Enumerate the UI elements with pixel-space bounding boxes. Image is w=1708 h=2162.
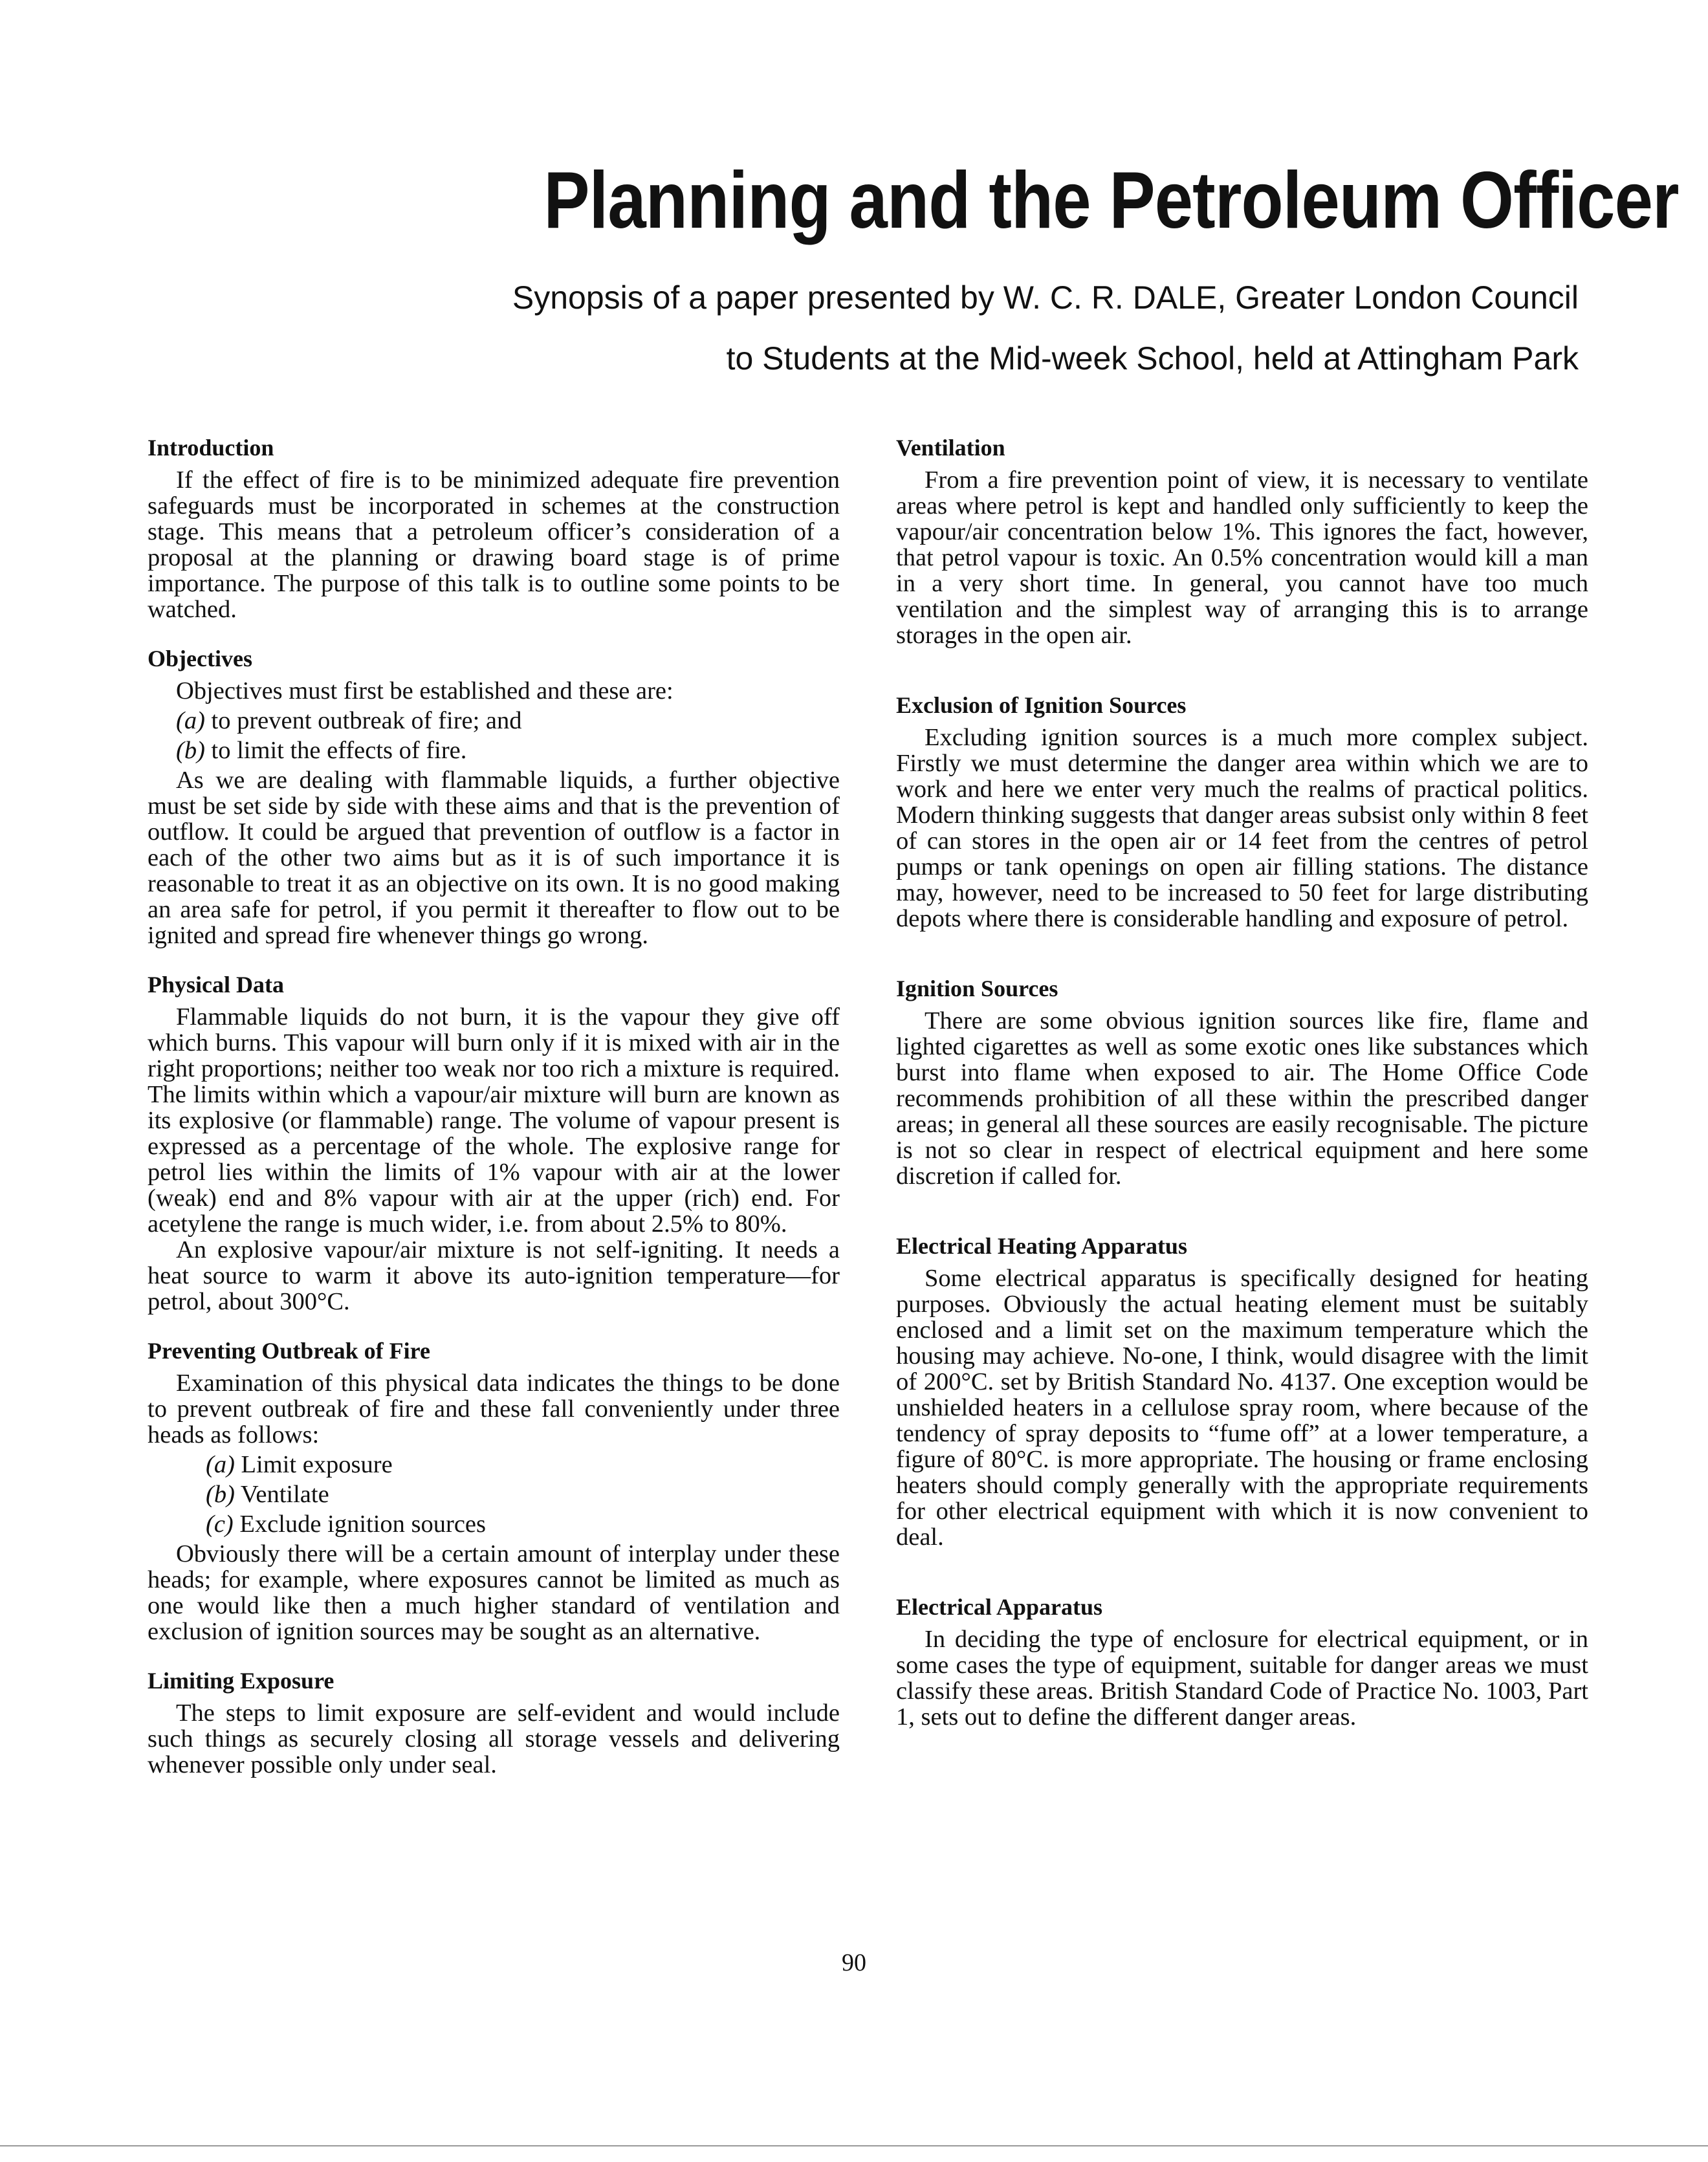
paragraph: Obviously there will be a certain amount of interplay under these heads; for example, where exposures cannot be limited as much as one would like then a much higher standard of ventilation and exclusion of ignition sources may be sought as an alternative. <box>148 1540 840 1645</box>
list-text: Limit exposure <box>234 1451 393 1478</box>
list-text: to prevent outbreak of fire; and <box>204 707 522 734</box>
page-number: 90 <box>842 1949 866 1976</box>
paragraph: The steps to limit exposure are self-evident and would include such things as securely closing all storage vessels and delivering whenever possible only under seal. <box>148 1699 840 1778</box>
list-text: Ventilate <box>234 1481 329 1508</box>
section-electrical-apparatus <box>896 1593 1588 1730</box>
list-marker: (b) <box>206 1481 235 1508</box>
paragraph: Flammable liquids do not burn, it is the vapour they give off which burns. This vapour will burn only if it is mixed with air in the right proportions; neither too weak nor too rich a mixture is required. The limits within which a vapour/air mixture will burn are known as its explosive (or flammable) range. The volume of vapour present is expressed as a percentage of the whole. The explosive range for petrol lies within the limits of 1% vapour with air at the lower (weak) end and 8% vapour with air at the upper (rich) end. For acetylene the range is much wider, i.e. from about 2.5% to 80%. <box>148 1003 840 1238</box>
section-electrical-heating-apparatus <box>896 1232 1588 1550</box>
section-introduction <box>148 433 840 622</box>
list-text: to limit the effects of fire. <box>204 737 467 764</box>
list-item <box>176 737 840 763</box>
section-heading: Physical Data <box>148 972 284 998</box>
section-heading: Preventing Outbreak of Fire <box>148 1338 430 1364</box>
section-heading: Electrical Heating Apparatus <box>896 1233 1187 1259</box>
subtitle-line-1: Synopsis of a paper presented by W. C. R. DALE, Greater London Council <box>512 279 1579 316</box>
list-item <box>206 1511 840 1537</box>
paragraph: In deciding the type of enclosure for electrical equipment, or in some cases the type of equipment, suitable for danger areas we must classify these areas. British Standard Code of Practice No. 1003, Part 1, sets out to define the different danger areas. <box>896 1626 1588 1731</box>
section-exclusion-of-ignition-sources <box>896 691 1588 932</box>
list-item <box>206 1481 840 1507</box>
paragraph: Excluding ignition sources is a much more complex subject. Firstly we must determine the danger area within which we are to work and here we enter very much the realms of practical politics. Modern thinking suggests that danger areas subsist only within 8 feet of can stores in the open air or 14 feet from the centres of petrol pumps or tank openings on open air filling stations. The distance may, however, need to be increased to 50 feet for large distributing depots where there is considerable handling and exposure of petrol. <box>896 724 1588 932</box>
list-marker: (a) <box>206 1451 235 1478</box>
paragraph: Objectives must first be established and these are: <box>176 677 673 704</box>
section-physical-data <box>148 970 840 1315</box>
section-heading: Introduction <box>148 435 274 461</box>
list-item <box>176 708 840 734</box>
section-heading: Ignition Sources <box>896 976 1058 1001</box>
section-preventing-outbreak <box>148 1337 840 1644</box>
section-objectives <box>148 644 840 948</box>
paragraph: If the effect of fire is to be minimized adequate fire prevention safeguards must be incorporated in schemes at the construction stage. This means that a petroleum officer’s consideration of a proposal at the planning or drawing board stage is of prime importance. The purpose of this talk is to outline some points to be watched. <box>148 466 840 623</box>
subtitle-line-2: to Students at the Mid-week School, held at Attingham Park <box>726 340 1579 377</box>
section-heading: Limiting Exposure <box>148 1668 334 1694</box>
section-heading: Electrical Apparatus <box>896 1594 1102 1620</box>
left-column <box>148 433 840 1800</box>
paragraph: Examination of this physical data indicates the things to be done to prevent outbreak of fire and these fall conveniently under three heads as follows: <box>148 1370 840 1448</box>
list-marker: (b) <box>176 737 205 764</box>
list-item <box>206 1452 840 1478</box>
paragraph: From a fire prevention point of view, it is necessary to ventilate areas where petrol is kept and handled only sufficiently to keep the vapour/air concentration below 1%. This ignores the fact, however, that petrol vapour is toxic. An 0.5% concentration would kill a man in a very short time. In general, you cannot have too much ventilation and the simplest way of arranging this is to arrange storages in the open air. <box>896 466 1588 649</box>
section-ignition-sources <box>896 974 1588 1189</box>
section-ventilation <box>896 433 1588 648</box>
right-column <box>896 433 1588 1773</box>
section-heading: Objectives <box>148 646 252 672</box>
paragraph: As we are dealing with flammable liquids, a further objective must be set side by side with these aims and that is the prevention of outflow. It could be argued that prevention of outflow is a factor in each of the other two aims but as it is of such importance it is reasonable to treat it as an objective on its own. It is no good making an area safe for petrol, if you permit it thereafter to flow out to be ignited and spread fire whenever things go wrong. <box>148 767 840 949</box>
section-limiting-exposure <box>148 1666 840 1778</box>
section-heading: Exclusion of Ignition Sources <box>896 692 1187 718</box>
list-marker: (c) <box>206 1511 234 1538</box>
bottom-divider <box>0 2145 1708 2146</box>
paragraph: Some electrical apparatus is specifically designed for heating purposes. Obviously the actual heating element must be suitably enclosed and a limit set on the maximum temperature which the housing may achieve. No-one, I think, would disagree with the limit of 200°C. set by British Standard No. 4137. One exception would be unshielded heaters in a cellulose spray room, where because of the tendency of spray deposits to “fume off” at a lower temperature, a figure of 80°C. is more appropriate. The housing or frame enclosing heaters should comply generally with the appropriate requirements for other electrical equipment with which it is now convenient to deal. <box>896 1265 1588 1551</box>
paragraph: There are some obvious ignition sources like fire, flame and lighted cigarettes as well as some exotic ones like substances which burst into flame when exposed to air. The Home Office Code recommends prohibition of all these within the prescribed danger areas; in general all these sources are easily recognisable. The picture is not so clear in respect of electrical equipment and here some discretion if called for. <box>896 1007 1588 1190</box>
section-heading: Ventilation <box>896 435 1005 461</box>
page-title: Planning and the Petroleum Officer <box>543 156 1679 245</box>
list-text: Exclude ignition sources <box>233 1511 486 1538</box>
paragraph: An explosive vapour/air mixture is not self-igniting. It needs a heat source to warm it above its auto-ignition temperature—for petrol, about 300°C. <box>148 1236 840 1315</box>
list-marker: (a) <box>176 707 205 734</box>
